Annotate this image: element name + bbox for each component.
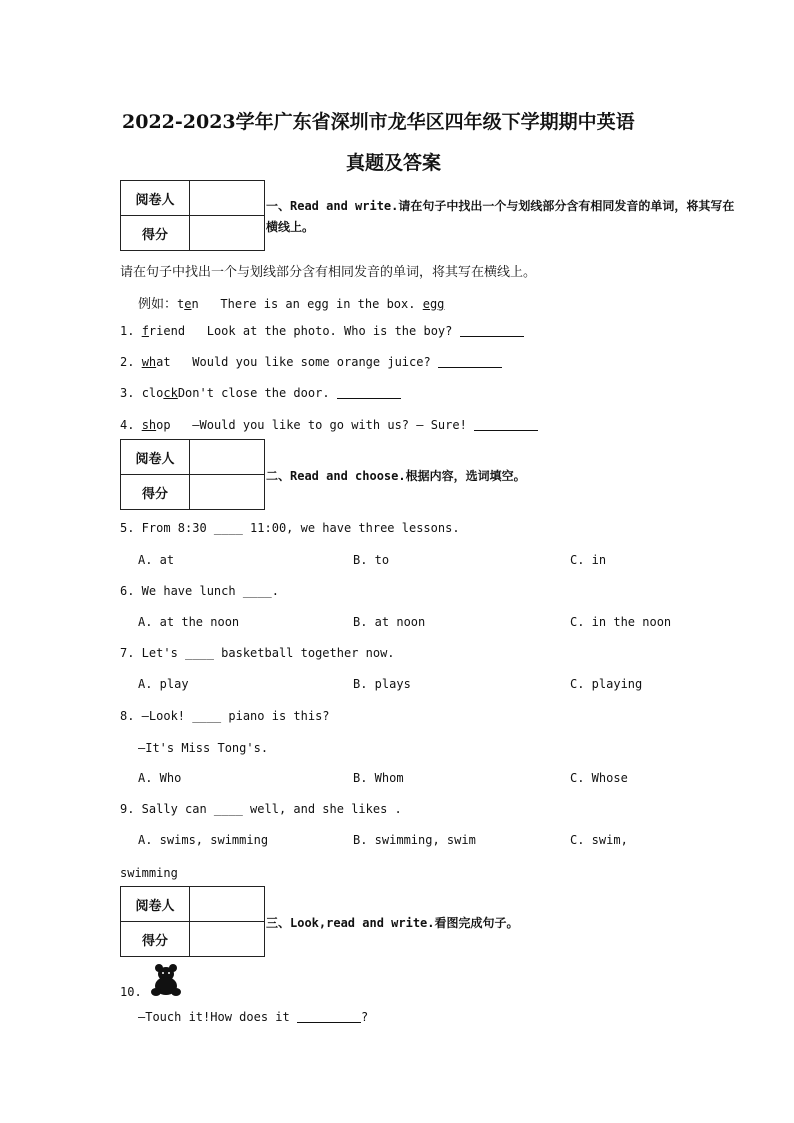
reviewer-cell[interactable] (190, 440, 265, 475)
item-word-underlined: ck (163, 386, 178, 400)
item-3 (120, 386, 401, 400)
section2-heading: 二、Read and choose.根据内容，选词填空。 (266, 469, 526, 483)
question-8-reply: —It's Miss Tong's. (138, 741, 269, 755)
item-word-underlined: wh (141, 355, 157, 369)
question-9-stem: 9. Sally can ____ well, and she likes . (120, 802, 402, 816)
example-sentence: There is an egg in the box. (220, 297, 416, 311)
section1-instruction: 请在句子中找出一个与划线部分含有相同发音的单词，将其写在横线上。 (120, 265, 537, 280)
item-number: 3. (120, 386, 135, 400)
q6-option-c[interactable]: C. in the noon (570, 615, 672, 629)
answer-blank[interactable] (438, 355, 502, 368)
q9-option-b[interactable]: B. swimming, swim (353, 833, 476, 847)
item-sentence: Look at the photo. Who is the boy? (206, 324, 453, 338)
example-word-pre: t (177, 297, 185, 311)
q8-option-b[interactable]: B. Whom (353, 771, 404, 785)
item-word-underlined: f (141, 324, 149, 338)
reviewer-label: 阅卷人 (121, 887, 190, 922)
question-6-stem: 6. We have lunch ____. (120, 584, 279, 598)
item-word-post: op (156, 418, 171, 432)
q9-option-c-cont: swimming (120, 866, 178, 880)
answer-blank[interactable] (297, 1010, 361, 1023)
score-label: 得分 (121, 475, 190, 510)
reviewer-cell[interactable] (190, 181, 265, 216)
question-10-number: 10. (120, 985, 142, 999)
score-label: 得分 (121, 216, 190, 251)
answer-blank[interactable] (460, 324, 524, 337)
q7-option-c[interactable]: C. playing (570, 677, 643, 691)
q5-option-c[interactable]: C. in (570, 553, 607, 567)
score-cell[interactable] (190, 216, 265, 251)
teddy-bear-icon (150, 963, 182, 997)
item-number: 4. (120, 418, 135, 432)
answer-blank[interactable] (474, 418, 538, 431)
page-title: 2022-2023学年广东省深圳市龙华区四年级下学期期中英语 (122, 111, 635, 133)
item-word-underlined: sh (141, 418, 157, 432)
item-2 (120, 355, 502, 369)
item-sentence: —Would you like to go with us? — Sure! (192, 418, 467, 432)
item-number: 2. (120, 355, 135, 369)
item-sentence: Would you like some orange juice? (192, 355, 431, 369)
question-10-end: ? (360, 1010, 369, 1024)
item-4 (120, 418, 538, 432)
q9-option-c[interactable]: C. swim, (570, 833, 628, 847)
item-number: 1. (120, 324, 135, 338)
question-10-text: —Touch it!How does it (138, 1010, 290, 1024)
grader-box-3 (120, 886, 265, 957)
example-word-post: n (191, 297, 199, 311)
item-word-pre: clo (141, 386, 164, 400)
q6-option-b[interactable]: B. at noon (353, 615, 426, 629)
q8-option-c[interactable]: C. Whose (570, 771, 628, 785)
q9-option-a[interactable]: A. swims, swimming (138, 833, 269, 847)
section3-heading: 三、Look,read and write.看图完成句子。 (266, 916, 519, 930)
example-line (138, 293, 444, 312)
item-1 (120, 324, 524, 338)
score-label: 得分 (121, 922, 190, 957)
page-title-line2: 真题及答案 (346, 152, 442, 174)
question-7-stem: 7. Let's ____ basketball together now. (120, 646, 395, 660)
item-sentence: Don't close the door. (177, 386, 330, 400)
q5-option-b[interactable]: B. to (353, 553, 390, 567)
answer-blank[interactable] (337, 386, 401, 399)
q7-option-a[interactable]: A. play (138, 677, 189, 691)
example-prefix: 例如： (138, 297, 178, 312)
grader-box-2 (120, 439, 265, 510)
example-word-underlined: e (184, 297, 192, 311)
q6-option-a[interactable]: A. at the noon (138, 615, 240, 629)
section1-heading: 一、Read and write.请在句子中找出一个与划线部分含有相同发音的单词，将其写在 (266, 199, 735, 213)
score-cell[interactable] (190, 475, 265, 510)
score-cell[interactable] (190, 922, 265, 957)
item-word-post: riend (148, 324, 186, 338)
question-10-line (138, 1010, 368, 1024)
q7-option-b[interactable]: B. plays (353, 677, 411, 691)
reviewer-cell[interactable] (190, 887, 265, 922)
q5-option-a[interactable]: A. at (138, 553, 175, 567)
example-answer: egg (422, 297, 445, 311)
grader-box-1 (120, 180, 265, 251)
section1-heading-cont: 横线上。 (266, 220, 315, 234)
reviewer-label: 阅卷人 (121, 440, 190, 475)
q8-option-a[interactable]: A. Who (138, 771, 182, 785)
reviewer-label: 阅卷人 (121, 181, 190, 216)
question-5-stem: 5. From 8:30 ____ 11:00, we have three lessons. (120, 521, 460, 535)
item-word-post: at (156, 355, 171, 369)
question-8-stem: 8. —Look! ____ piano is this? (120, 709, 330, 723)
